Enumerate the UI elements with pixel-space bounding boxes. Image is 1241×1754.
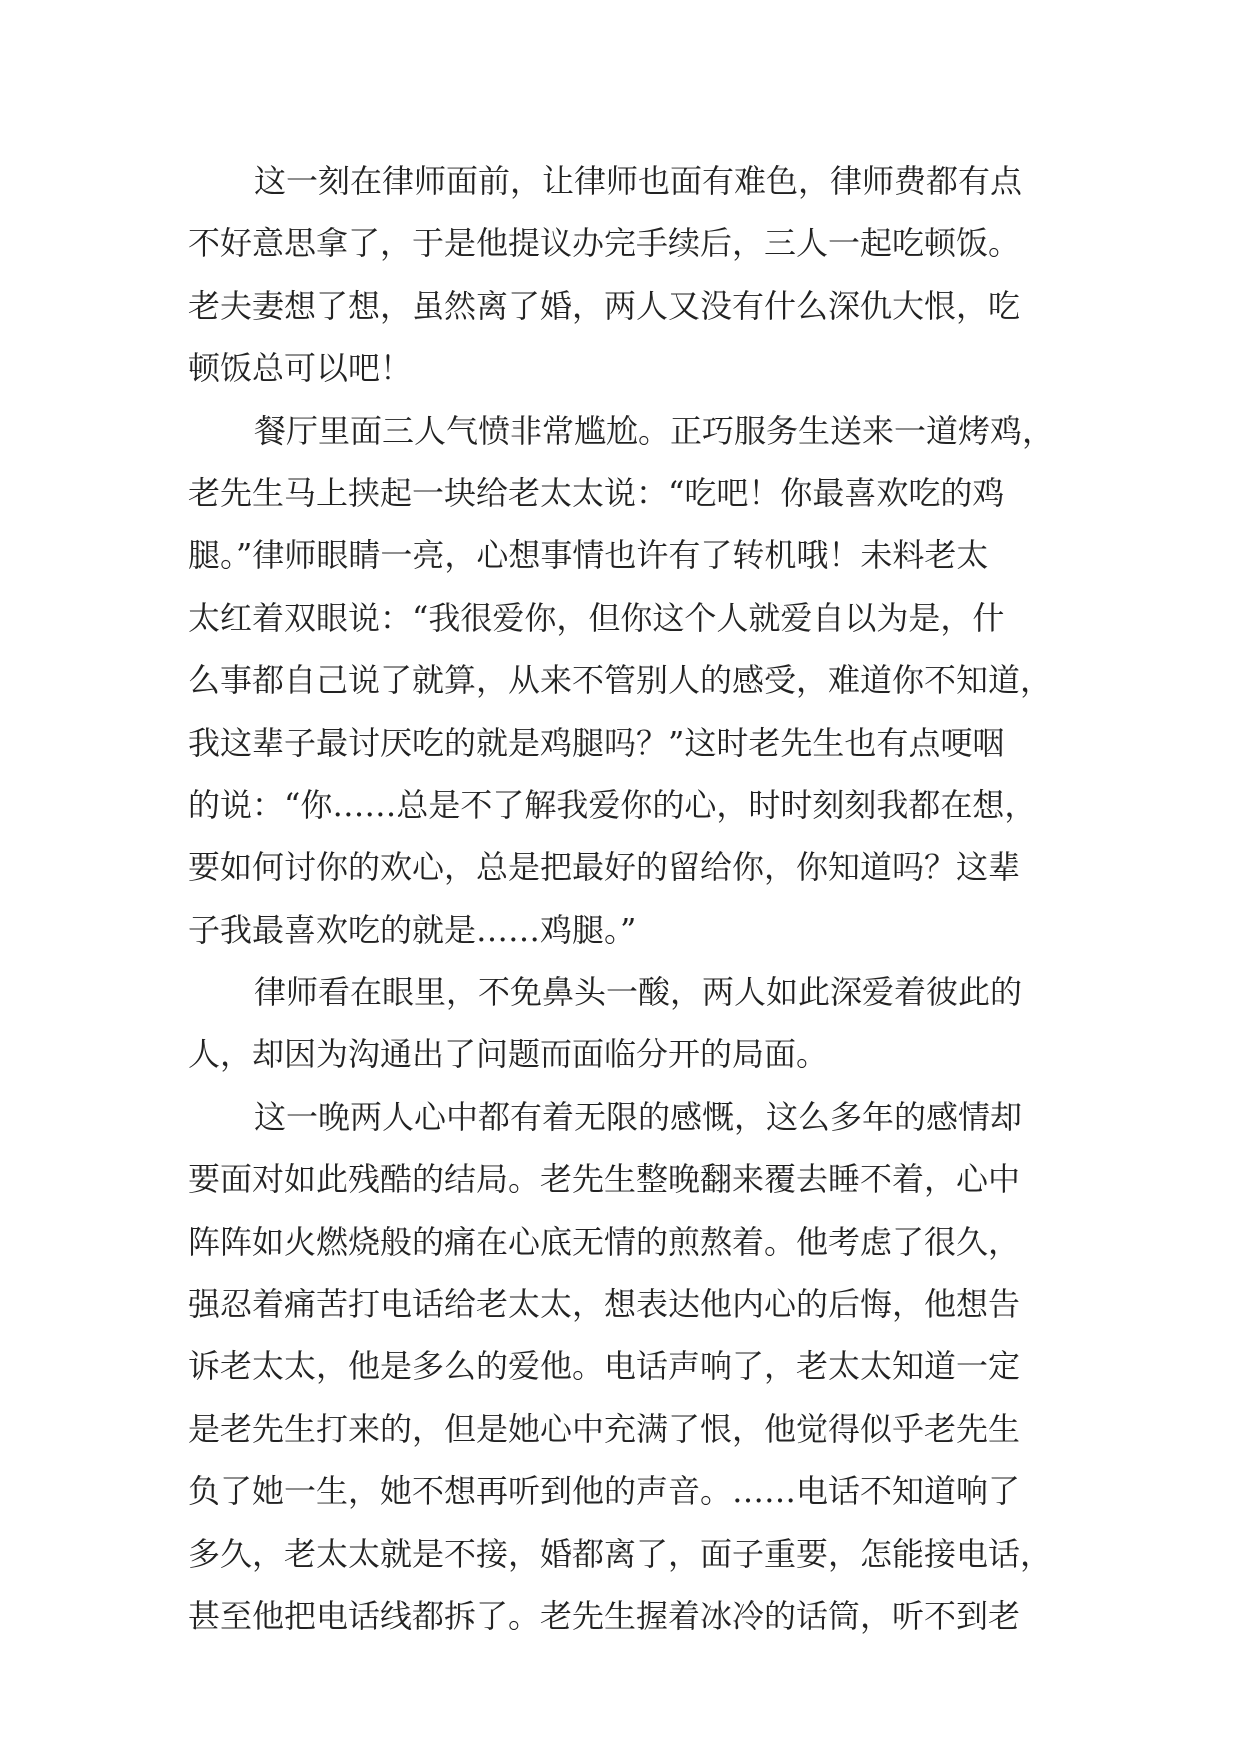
body-text xyxy=(188,150,1068,1647)
text-line: 是老先生打来的，但是她心中充满了恨，他觉得似乎老先生 xyxy=(188,1409,1021,1448)
text-line: 腿。”律师眼睛一亮，心想事情也许有了转机哦！未料老太 xyxy=(188,536,989,575)
text-line: 人，却因为沟通出了问题而面临分开的局面。 xyxy=(188,1035,829,1074)
text-line: 这一晚两人心中都有着无限的感慨，这么多年的感情却 xyxy=(254,1097,1023,1136)
text-line: 多久，老太太就是不接，婚都离了，面子重要，怎能接电话， xyxy=(188,1534,1053,1573)
text-line: 顿饭总可以吧！ xyxy=(188,349,413,388)
text-line: 太红着双眼说：“我很爱你，但你这个人就爱自以为是，什 xyxy=(188,598,1005,637)
text-line: 我这辈子最讨厌吃的就是鸡腿吗？”这时老先生也有点哽咽 xyxy=(188,723,1005,762)
text-line: 老先生马上挟起一块给老太太说：“吃吧！你最喜欢吃的鸡 xyxy=(188,473,1005,512)
text-line: 甚至他把电话线都拆了。老先生握着冰冷的话筒，听不到老 xyxy=(188,1596,1021,1635)
text-line: 诉老太太，他是多么的爱他。电话声响了，老太太知道一定 xyxy=(188,1347,1021,1386)
text-line: 餐厅里面三人气愤非常尴尬。正巧服务生送来一道烤鸡， xyxy=(254,411,1055,450)
text-line: 么事都自己说了就算，从来不管别人的感受，难道你不知道， xyxy=(188,661,1053,700)
text-line: 律师看在眼里，不免鼻头一酸，两人如此深爱着彼此的 xyxy=(254,973,1023,1012)
text-line: 子我最喜欢吃的就是……鸡腿。” xyxy=(188,910,637,949)
text-line: 老夫妻想了想，虽然离了婚，两人又没有什么深仇大恨，吃 xyxy=(188,286,1021,325)
text-line: 强忍着痛苦打电话给老太太，想表达他内心的后悔，他想告 xyxy=(188,1285,1021,1324)
text-line: 的说：“你……总是不了解我爱你的心，时时刻刻我都在想， xyxy=(188,785,1037,824)
text-line: 阵阵如火燃烧般的痛在心底无情的煎熬着。他考虑了很久， xyxy=(188,1222,1021,1261)
text-line: 这一刻在律师面前，让律师也面有难色，律师费都有点 xyxy=(254,162,1023,200)
text-line: 要面对如此残酷的结局。老先生整晚翻来覆去睡不着，心中 xyxy=(188,1160,1021,1199)
text-line: 不好意思拿了，于是他提议办完手续后，三人一起吃顿饭。 xyxy=(188,224,1021,263)
text-line: 负了她一生，她不想再听到他的声音。……电话不知道响了 xyxy=(188,1472,1021,1511)
text-line: 要如何讨你的欢心，总是把最好的留给你，你知道吗？这辈 xyxy=(188,848,1021,887)
